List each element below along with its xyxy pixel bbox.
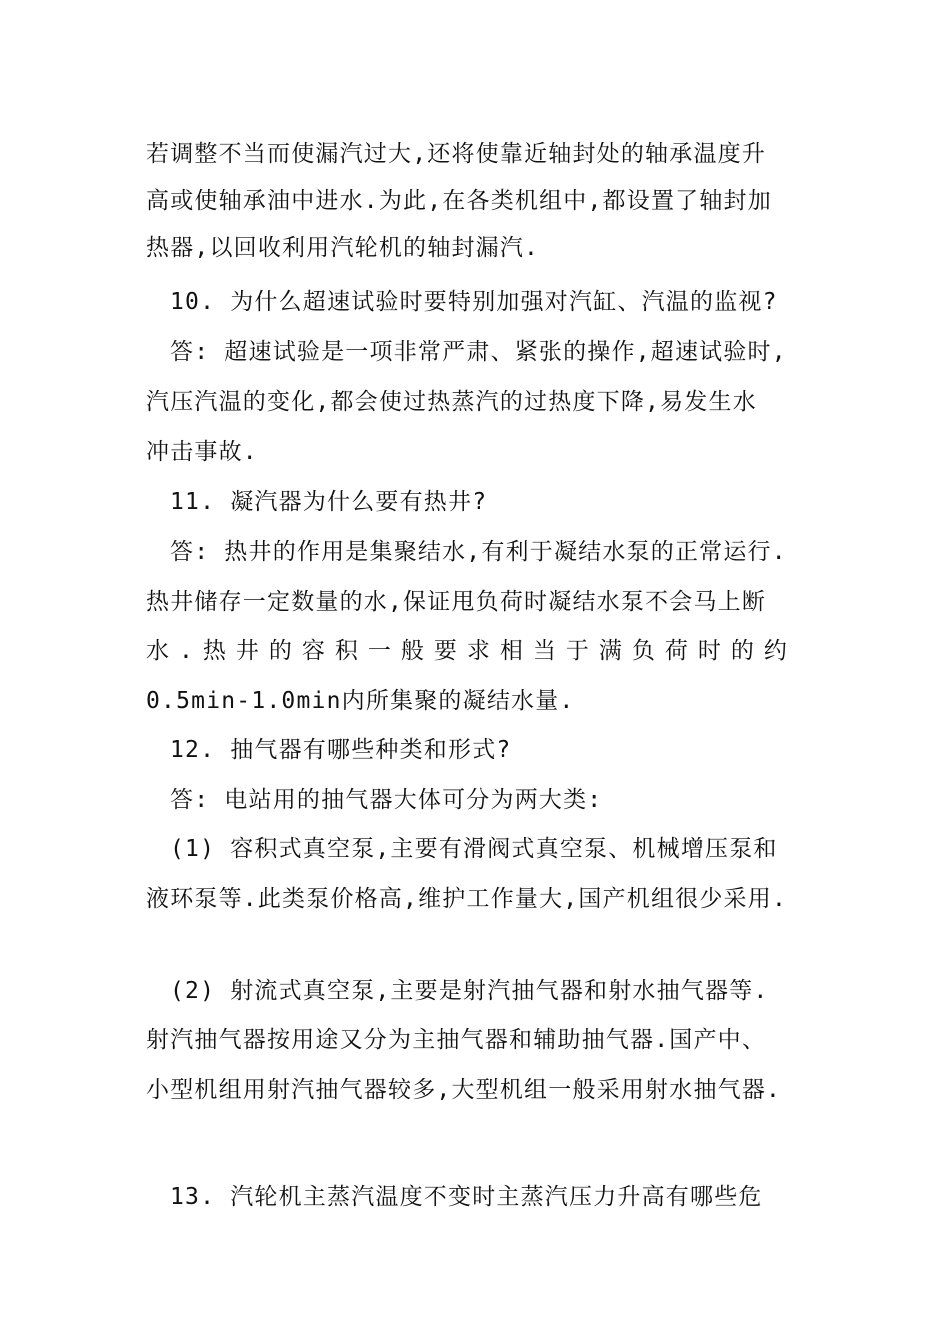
question-11: 11. 凝汽器为什么要有热井?: [170, 489, 488, 515]
text-line: 0.5min-1.0min内所集聚的凝结水量.: [146, 688, 575, 714]
text-line: 射汽抽气器按用途又分为主抽气器和辅助抽气器.国产中、: [146, 1027, 767, 1053]
answer-11: 答: 热井的作用是集聚结水,有利于凝结水泵的正常运行.: [170, 539, 787, 565]
list-item-2: (2) 射流式真空泵,主要是射汽抽气器和射水抽气器等.: [170, 978, 769, 1004]
text-line: 冲击事故.: [146, 439, 258, 465]
text-line: 液环泵等.此类泵价格高,维护工作量大,国产机组很少采用.: [146, 886, 787, 912]
text-line: 热器,以回收利用汽轮机的轴封漏汽.: [146, 235, 540, 261]
text-line: 若调整不当而使漏汽过大,还将使靠近轴封处的轴承温度升: [146, 141, 767, 167]
answer-10: 答: 超速试验是一项非常严肃、紧张的操作,超速试验时,: [170, 339, 787, 365]
text-line: 热井储存一定数量的水,保证甩负荷时凝结水泵不会马上断: [146, 589, 767, 615]
question-12: 12. 抽气器有哪些种类和形式?: [170, 737, 512, 763]
list-item-1: (1) 容积式真空泵,主要有滑阀式真空泵、机械增压泵和: [170, 836, 778, 862]
answer-12: 答: 电站用的抽气器大体可分为两大类:: [170, 787, 603, 813]
text-line: 汽压汽温的变化,都会使过热蒸汽的过热度下降,易发生水: [146, 389, 757, 415]
text-line: 高或使轴承油中进水.为此,在各类机组中,都设置了轴封加: [146, 188, 772, 214]
question-13: 13. 汽轮机主蒸汽温度不变时主蒸汽压力升高有哪些危: [170, 1184, 763, 1210]
text-line: 小型机组用射汽抽气器较多,大型机组一般采用射水抽气器.: [146, 1077, 782, 1103]
text-line: 水.热井的容积一般要求相当于满负荷时的约: [146, 638, 797, 664]
question-10: 10. 为什么超速试验时要特别加强对汽缸、汽温的监视?: [170, 289, 778, 315]
